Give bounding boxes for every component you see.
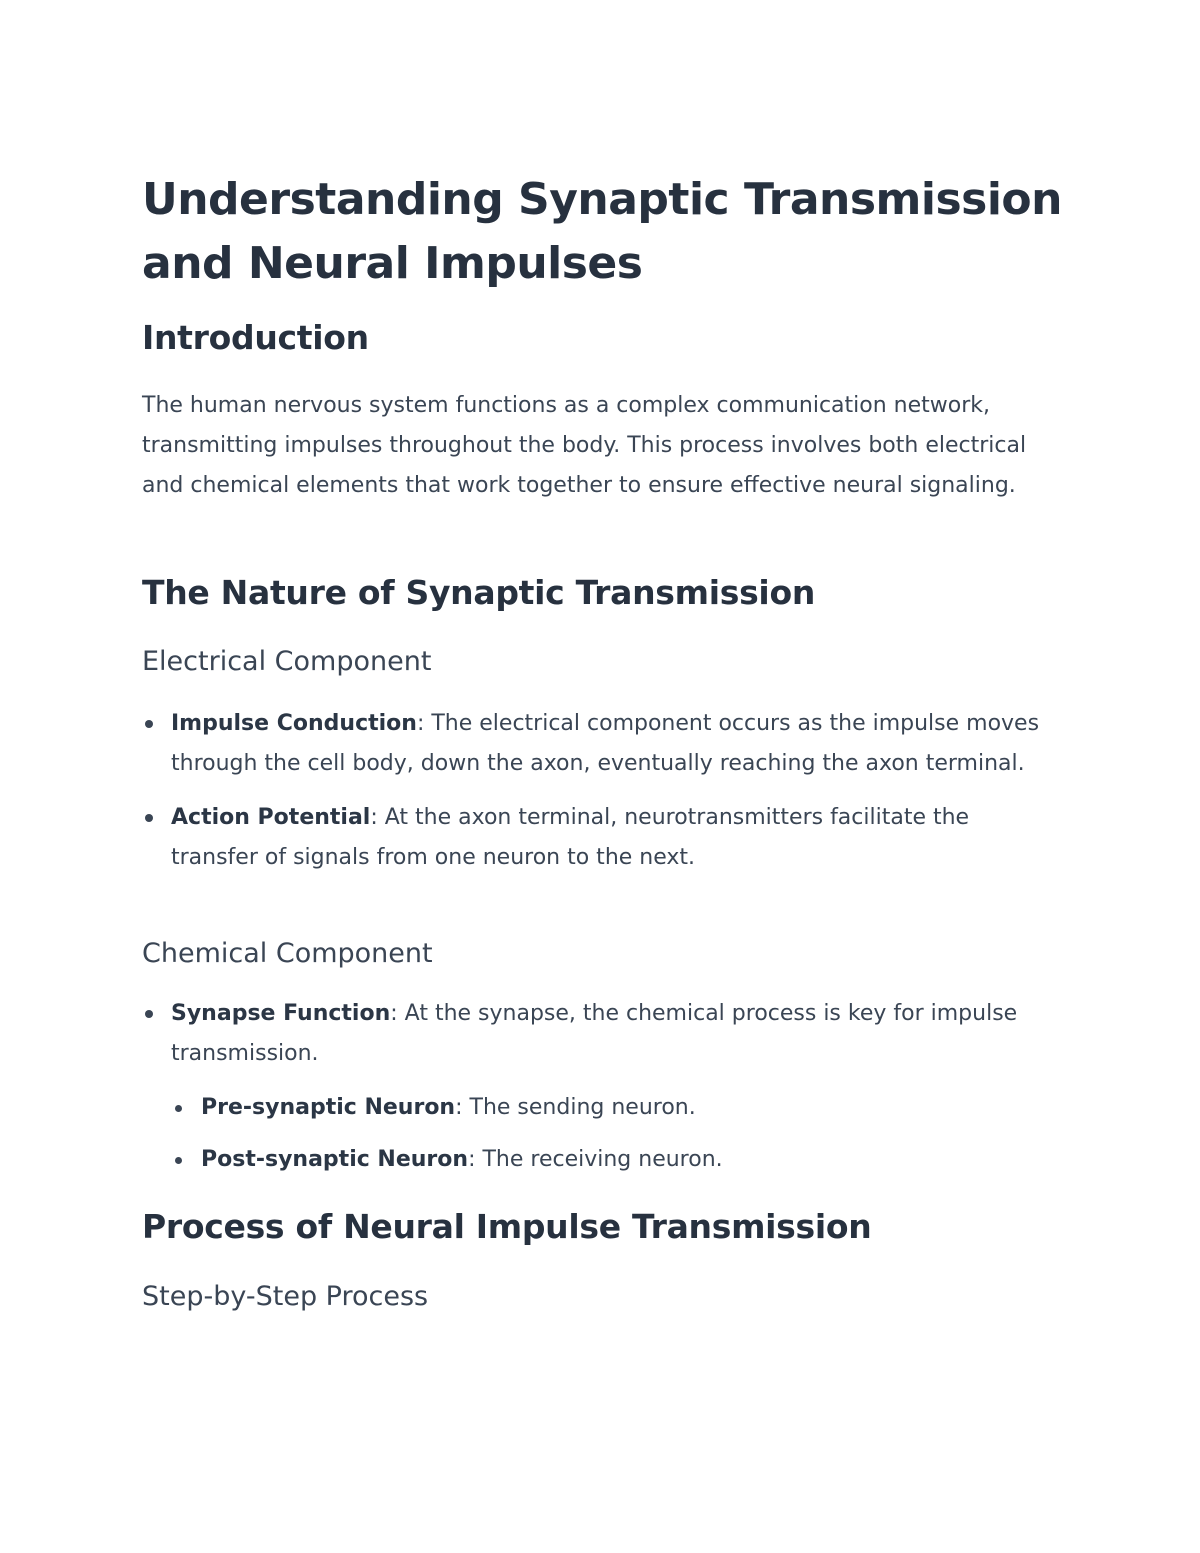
list-item: [171, 994, 1031, 1074]
bullet-icon: [145, 814, 153, 822]
list-item-term: Post-synaptic Neuron: [201, 1147, 469, 1172]
intro-paragraph: The human nervous system functions as a complex communication network, transmitting impulses throughout the body. This process involves both electrical and chemical elements that work together to ensure effective neural signaling.: [142, 393, 1027, 498]
chemical-heading: Chemical Component: [142, 938, 433, 969]
list-item-text: : At the axon terminal, neurotransmitters facilitate the transfer of signals from one neuron to the next.: [171, 805, 970, 870]
list-item: [171, 798, 1061, 878]
electrical-heading: Electrical Component: [142, 646, 432, 677]
electrical-list: [171, 704, 1061, 878]
list-item-text: : At the synapse, the chemical process is key for impulse transmission.: [171, 1001, 1018, 1066]
document-title: Understanding Synaptic Transmission and Neural Impulses: [142, 174, 1062, 289]
process-heading: Process of Neural Impulse Transmission: [142, 1207, 872, 1246]
process-subheading: Step-by-Step Process: [142, 1281, 429, 1312]
list-item: [171, 704, 1061, 784]
bullet-icon: [145, 720, 153, 728]
bullet-icon: [175, 1105, 182, 1112]
list-item-term: Synapse Function: [171, 1001, 391, 1026]
list-item-term: Action Potential: [171, 805, 371, 830]
list-item-term: Impulse Conduction: [171, 711, 417, 736]
chemical-list: [171, 994, 1031, 1074]
list-item: [201, 1088, 1001, 1128]
nature-heading: The Nature of Synaptic Transmission: [142, 573, 816, 612]
list-item: [201, 1140, 1001, 1180]
chemical-sublist: [201, 1088, 1001, 1180]
list-item-text: : The sending neuron.: [455, 1095, 696, 1120]
bullet-icon: [175, 1157, 182, 1164]
bullet-icon: [145, 1010, 153, 1018]
intro-heading: Introduction: [142, 318, 369, 357]
list-item-term: Pre-synaptic Neuron: [201, 1095, 456, 1120]
list-item-text: : The receiving neuron.: [468, 1147, 723, 1172]
list-item-text: : The electrical component occurs as the impulse moves through the cell body, down the axon, eventually reaching the axon terminal.: [171, 711, 1040, 776]
